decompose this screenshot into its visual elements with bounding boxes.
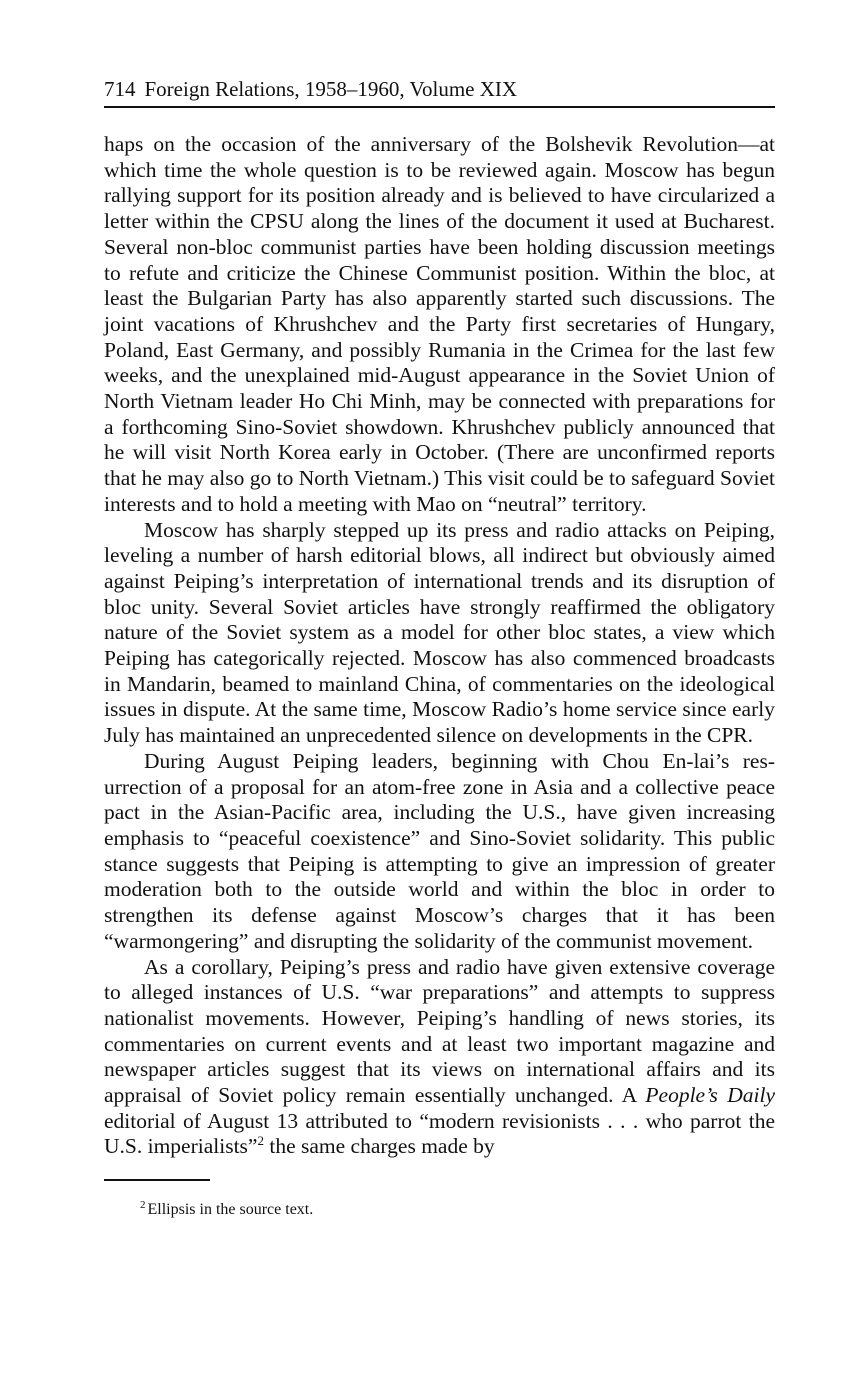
footnote-marker: 2 <box>140 1199 146 1212</box>
footnote <box>104 1200 775 1220</box>
paragraph-4-text-middle: editorial of August 13 attributed to “modern revisionists . . . who parrot the U.S. imperialists” <box>104 1108 775 1159</box>
paragraph-4 <box>104 955 775 1161</box>
paragraph-4-text-after: the same charges made by <box>263 1134 495 1159</box>
paragraph-1: haps on the occasion of the anniversary of the Bolshevik Revolution—at which time the whole question is to be reviewed again. Moscow has begun rallying support for its position already and is believed to have circularized a letter within the CPSU along the lines of the document it used at Bucharest. Several non-bloc communist parties have been holding discussion meetings to refute and criticize the Chinese Communist position. Within the bloc, at least the Bulgarian Party has also apparently started such discussions. The joint vacations of Khrushchev and the Party first secretaries of Hungary, Poland, East Germany, and possibly Rumania in the Crimea for the last few weeks, and the unexplained mid-August appearance in the Soviet Union of North Vietnam leader Ho Chi Minh, may be connected with preparations for a forthcoming Sino-Soviet showdown. Khrushchev publicly announced that he will visit North Korea early in October. (There are unconfirmed reports that he may also go to North Vietnam.) This visit could be to safeguard Soviet interests and to hold a meeting with Mao on “neutral” territory. <box>104 132 775 516</box>
body-text <box>104 132 775 1160</box>
paragraph-3: During August Peiping leaders, beginning with Chou En-lai’s resurrection of a proposal for an atom-free zone in Asia and a collective peace pact in the Asian-Pacific area, including the U.S., have given increasing emphasis to “peaceful coexistence” and Sino-Soviet solidarity. This public stance suggests that Peiping is attempting to give an impression of greater moderation both to the outside world and within the bloc in order to strengthen its defense against Moscow’s charges that it has been “warmongering” and disrupting the solidarity of the communist movement. <box>104 748 775 953</box>
newspaper-title: People’s Daily <box>645 1083 775 1108</box>
footnote-text: Ellipsis in the source text. <box>147 1201 314 1219</box>
paragraph-4-text-before: As a corollary, Peiping’s press and radio have given extensive coverage to alleged instances of U.S. “war preparations” and attempts to suppress nationalist movements. However, Peiping’s handling of news stories, its commentaries on current events and at least two important magazine and newspaper articles suggest that its views on international affairs and its appraisal of Soviet policy remain essentially unchanged. A <box>104 954 775 1108</box>
paragraph-2: Moscow has sharply stepped up its press and radio attacks on Peiping, leveling a number of harsh editorial blows, all indirect but obviously aimed against Peiping’s interpretation of international trends and its disruption of bloc unity. Several Soviet articles have strongly reaffirmed the obligatory nature of the Soviet system as a model for other bloc states, a view which Peiping has categorically rejected. Moscow has also commenced broadcasts in Mandarin, beamed to mainland China, of commentaries on the ideological issues in dispute. At the same time, Moscow Radio’s home service since early July has maintained an unprecedented silence on developments in the CPR. <box>104 517 775 748</box>
footnote-reference: 2 <box>257 1133 264 1149</box>
page-number: 714 <box>104 77 136 101</box>
running-head <box>104 76 775 108</box>
footnote-divider <box>104 1179 210 1181</box>
document-page <box>104 76 775 1220</box>
volume-title: Foreign Relations, 1958–1960, Volume XIX <box>144 77 518 101</box>
